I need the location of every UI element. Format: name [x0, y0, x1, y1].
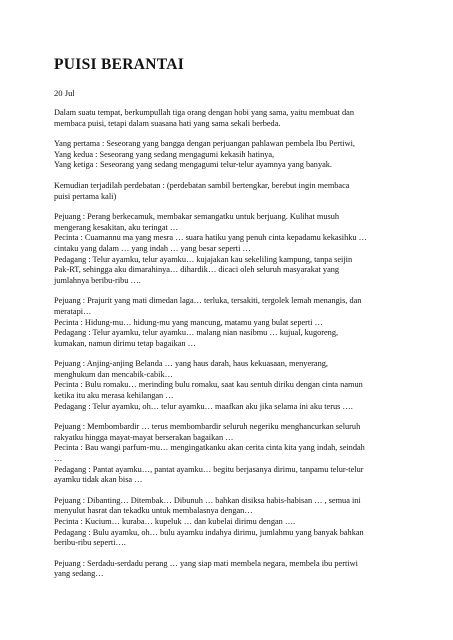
- text-line: ayamku tidak akan bisa …: [54, 475, 143, 485]
- text-line: Pecinta : Kucium… kuraba… kupeluk … dan kubelai dirimu dengan ….: [54, 517, 296, 526]
- text-line: rakyatku hingga mayat-mayat berserakan bagaikan …: [54, 432, 234, 442]
- text-line: membaca puisi, tetapi dalam suasana hati yang sama sekali berbeda.: [54, 118, 281, 128]
- text-line: meratapi…: [54, 306, 92, 316]
- paragraph: [54, 139, 401, 171]
- text-line: Pedagang : Pantat ayamku…, pantat ayamku… begitu berjasanya dirimu, tanpamu telur-telur: [54, 464, 364, 474]
- post-date: 20 Jul: [54, 88, 75, 98]
- poem-body: [54, 108, 401, 580]
- text-line: mengerang kesakitan, aku teringat …: [54, 222, 179, 232]
- text-line: yang sedang…: [54, 569, 104, 579]
- text-line: …: [54, 454, 63, 464]
- text-line: kumakan, namun dirimu tetap bagaikan …: [54, 338, 196, 348]
- text-line: Pejuang : Serdadu-serdadu perang … yang siap mati membela negara, membela ibu pertiwi: [54, 558, 358, 568]
- text-line: Yang pertama : Seseorang yang bangga dengan perjuangan pahlawan pembela Ibu Pertiwi,: [54, 139, 355, 149]
- text-line: Pedagang : Telur ayamku, oh… telur ayamku… maafkan aku jika selama ini aku terus ….: [54, 401, 353, 411]
- paragraph: [54, 296, 401, 349]
- text-line: Yang ketiga : Seseorang yang sedang mengagumi telur-telur ayamnya yang banyak.: [54, 160, 333, 170]
- text-line: Yang kedua : Seseorang yang sedang mengagumi kekasih hatinya,: [54, 149, 275, 159]
- text-line: Pedagang : Telur ayamku, telur ayamku… malang nian nasibmu … kujual, kugoreng,: [54, 328, 339, 338]
- text-line: puisi pertama kali): [54, 191, 117, 201]
- paragraph: [54, 422, 401, 486]
- paragraph: [54, 559, 401, 580]
- text-line: jumlahnya beribu-ribu ….: [54, 275, 141, 285]
- text-line: Pejuang : Dibanting… Ditembak… Dibunuh … bahkan disiksa habis-habisan … , semua ini: [54, 495, 361, 505]
- text-line: ketika itu aku merasa kehilangan …: [54, 391, 174, 401]
- text-line: Pejuang : Anjing-anjing Belanda … yang haus darah, haus kekuasaan, menyerang,: [54, 359, 328, 369]
- paragraph: [54, 108, 401, 129]
- paragraph: [54, 212, 401, 286]
- text-line: Pejuang : Membombardir … terus membombardir seluruh negeriku menghancurkan seluruh: [54, 422, 361, 432]
- text-line: cintaku yang dalam … yang indah … yang besar seperti …: [54, 243, 251, 253]
- text-line: Pedagang : Bulu ayamku, oh… bulu ayamku indahya dirimu, jumlahmu yang banyak bahkan: [54, 527, 364, 537]
- document-title: PUISI BERANTAI: [54, 56, 185, 73]
- text-line: Pecinta : Bau wangi parfum-mu… mengingatkanku akan cerita cinta kita yang indah, seindah: [54, 443, 365, 453]
- text-line: Pecinta : Hidung-mu… hidung-mu yang mancung, matamu yang bulat seperti …: [54, 317, 323, 327]
- text-line: Pecinta : Bulu romaku… merinding bulu romaku, saat kau sentuh diriku dengan cinta namun: [54, 380, 363, 390]
- text-line: menyulut hasrat dan tekadku untuk membalasnya dengan…: [54, 506, 253, 516]
- paragraph: [54, 181, 401, 202]
- text-line: Kemudian terjadilah perdebatan : (perdebatan sambil bertengkar, berebut ingin membaca: [54, 180, 350, 190]
- text-line: Pak-RT, sehingga aku dimarahinya… dihardik… dicaci oleh seluruh masyarakat yang: [54, 265, 340, 275]
- text-line: Pedagang : Telur ayamku, telur ayamku… kujajakan kau sekeliling kampung, tanpa seijin: [54, 254, 353, 264]
- text-line: Pejuang : Prajurit yang mati dimedan laga… terluka, tersakiti, tergolek lemah menangis, dan: [54, 296, 362, 306]
- text-line: Pecinta : Cuamannu ma yang mesra … suara hatiku yang penuh cinta kepadamu kekasihku …: [54, 233, 367, 243]
- text-line: Pejuang : Perang berkecamuk, membakar semangatku untuk berjuang. Kulihat musuh: [54, 212, 340, 222]
- text-line: beribu-ribu seperti….: [54, 538, 126, 548]
- text-line: menghukum dan mencabik-cabik…: [54, 369, 173, 379]
- paragraph: [54, 359, 401, 412]
- paragraph: [54, 496, 401, 549]
- text-line: Dalam suatu tempat, berkumpullah tiga orang dengan hobi yang sama, yaitu membuat dan: [54, 108, 354, 117]
